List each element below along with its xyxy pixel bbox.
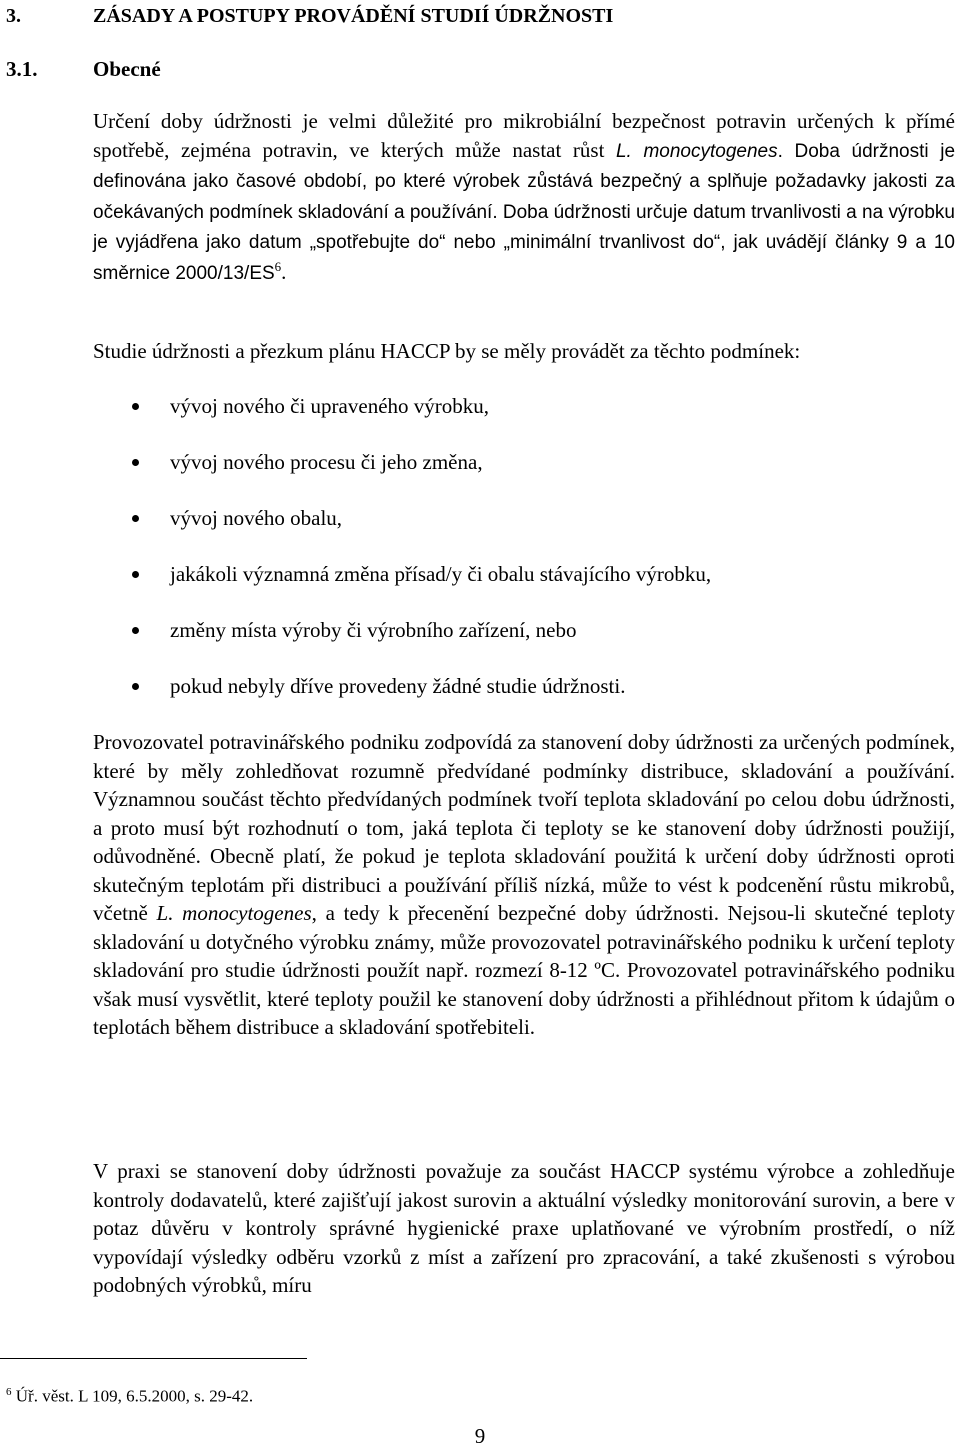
organism-name: L. monocytogenes (615, 140, 778, 162)
intro-text-1: Určení doby údržnosti je velmi důležité pro mikrobiální bezpečnost potravin určených k přímé spotřebě, zejména potravin, ve kterých může nastat růst (93, 109, 955, 162)
footnote-reference: 6 (274, 258, 282, 274)
list-item-text: změny místa výroby či výrobního zařízení, nebo (170, 618, 577, 642)
list-item-text: pokud nebyly dříve provedeny žádné studie údržnosti. (170, 674, 626, 698)
paragraph-intro (93, 107, 955, 288)
paragraph-practice (93, 1157, 955, 1300)
list-item-text: jakákoli významná změna přísad/y či obalu stávajícího výrobku, (170, 562, 712, 586)
footnote-number: 6 (6, 1386, 12, 1398)
bullet-icon (132, 627, 139, 634)
list-item-text: vývoj nového či upraveného výrobku, (170, 394, 490, 418)
operator-text-2: , a tedy k přecenění bezpečné doby údržnosti. Nejsou-li skutečné teploty skladování u dotyčného výrobku známy, může provozovatel potravinářského podniku k určení teploty skladování pro studie údržnosti použít např. rozmezí 8-12 ºC. Provozovatel potravinářského podniku však musí vysvětlit, které teploty použil ke stanovení doby údržnosti a přihlédnout přitom k údajům o teplotách během distribuce a skladování spotřebiteli. (93, 901, 956, 1039)
bullet-icon (132, 515, 139, 522)
section-heading (6, 5, 614, 28)
footnote-divider (0, 1358, 307, 1359)
organism-name: L. monocytogenes (156, 901, 312, 925)
section-number: 3. (6, 5, 21, 27)
page-number: 9 (474, 1424, 486, 1448)
intro-end: . (281, 259, 287, 284)
footnote-text: Úř. věst. L 109, 6.5.2000, s. 29-42. (11, 1386, 254, 1406)
section-title: ZÁSADY A POSTUPY PROVÁDĚNÍ STUDIÍ ÚDRŽNOSTI (93, 5, 614, 27)
bullet-icon (132, 459, 139, 466)
subsection-title: Obecné (93, 57, 161, 81)
bullet-icon (132, 571, 139, 578)
operator-text-1: Provozovatel potravinářského podniku zodpovídá za stanovení doby údržnosti za určených podmínek, které by měly zohledňovat rozumně předvídané podmínky distribuce, skladování a používání. Významnou součást těchto předvídaných podmínek tvoří teplota skladování po celou dobu údržnosti, a proto musí být rozhodnutí o tom, jaká teplota či teploty se ke stanovení doby údržnosti použijí, odůvodněné. Obecně platí, že pokud je teplota skladování použitá k určení doby údržnosti oproti skutečným teplotám při distribuci a používání příliš nízká, může to vést k podcenění růstu mikrobů, včetně (93, 730, 955, 925)
bullet-icon (132, 683, 139, 690)
footnote (6, 1386, 253, 1407)
list-item-text: vývoj nového obalu, (170, 506, 343, 530)
paragraph-operator (93, 728, 955, 1042)
intro-text-2: . Doba údržnosti je definována jako časové období, po které výrobek zůstává bezpečný a splňuje požadavky jakosti za očekávaných podmínek skladování a používání. Doba údržnosti určuje datum trvanlivosti a na výrobku je vyjádřena jako datum „spotřebujte do“ nebo „minimální trvanlivost do“, jak uvádějí články 9 a 10 směrnice 2000/13/ES (93, 140, 956, 284)
conditions-text: Studie údržnosti a přezkum plánu HACCP by se měly provádět za těchto podmínek: (93, 339, 801, 363)
bullet-icon (132, 403, 139, 410)
paragraph-conditions (93, 337, 955, 366)
practice-text: V praxi se stanovení doby údržnosti považuje za součást HACCP systému výrobce a zohledňuje kontroly dodavatelů, které zajišťují jakost surovin a aktuální výsledky monitorování surovin, a bere v potaz důvěru v kontroly správné hygienické praxe uplatňované ve výrobním prostředí, o níž vypovídají výsledky odběru vzorků z míst a zařízení pro zpracování, a také zkušenosti s výrobou podobných výrobků, míru (93, 1159, 955, 1297)
list-item-text: vývoj nového procesu či jeho změna, (170, 450, 483, 474)
subsection-number: 3.1. (6, 57, 38, 81)
subsection-heading (6, 57, 161, 82)
